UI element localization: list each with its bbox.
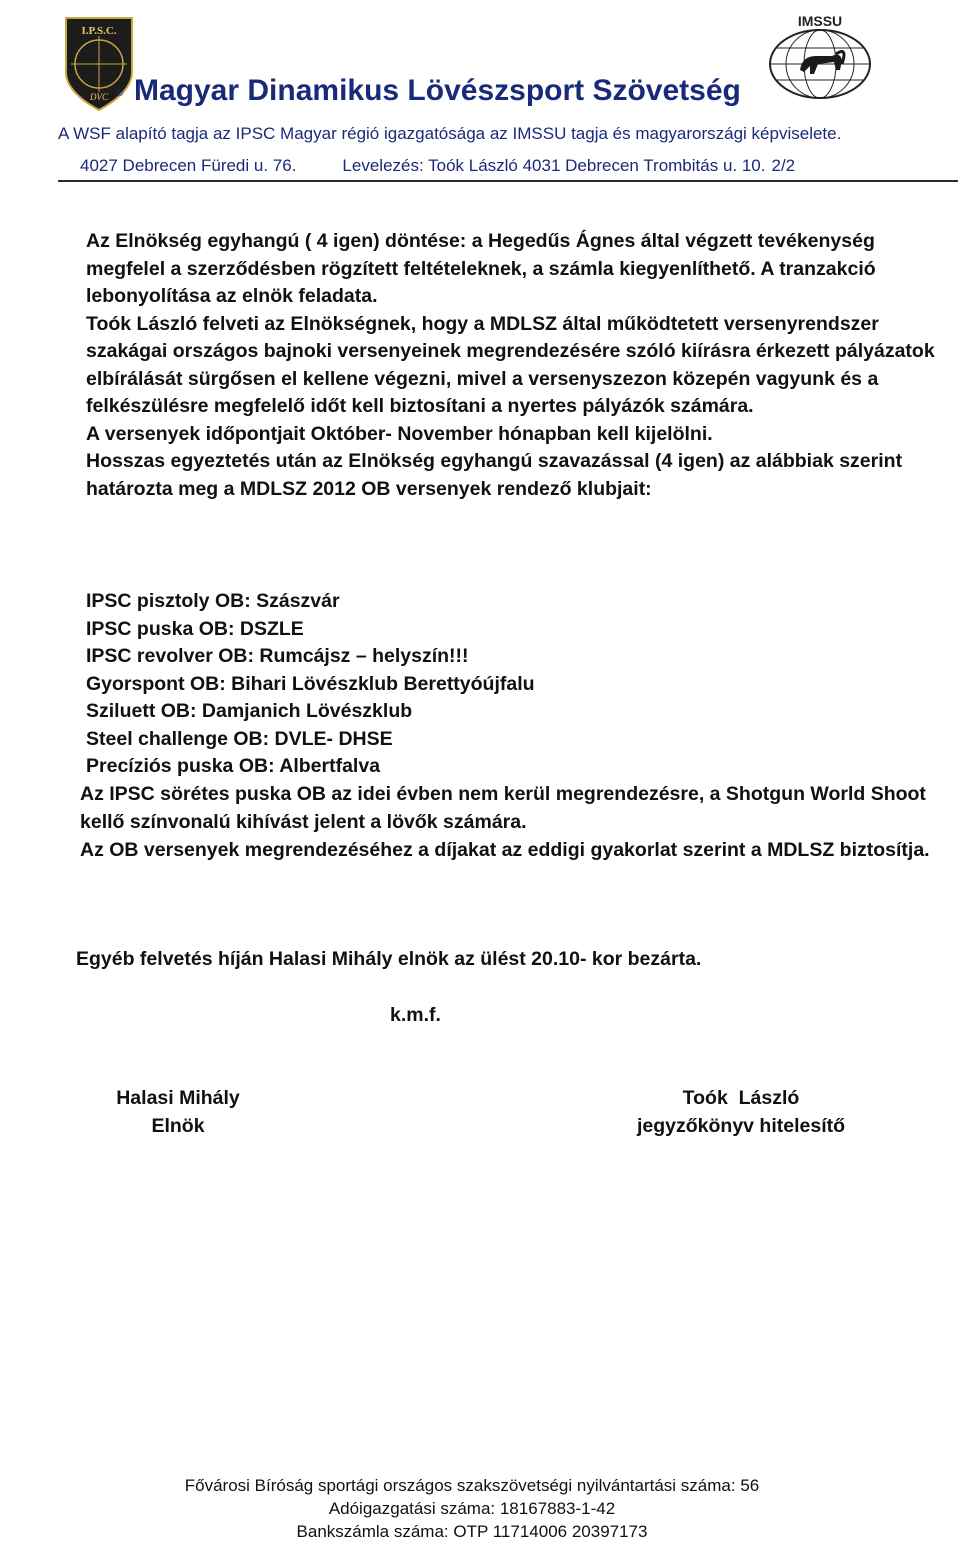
paragraph: A versenyek időpontjait Október- November hónapban kell kijelölni. — [86, 422, 713, 445]
list-item: IPSC puska OB: DSZLE — [86, 617, 304, 640]
paragraph: Az OB versenyek megrendezéséhez a díjakat az eddigi gyakorlat szerint a MDLSZ biztosítja. — [80, 838, 930, 861]
page-footer — [0, 1474, 944, 1543]
org-description: A WSF alapító tagja az IPSC Magyar régió igazgatósága az IMSSU tagja és magyarországi képviselete. — [58, 124, 842, 143]
signatory-role: jegyzőkönyv hitelesítő — [636, 1115, 846, 1137]
minutes-tail — [80, 781, 940, 864]
ipsc-logo — [60, 14, 138, 114]
bank-account: Bankszámla száma: OTP 11714006 20397173 — [296, 1522, 648, 1541]
dvc-logo-text: DVC — [90, 92, 108, 102]
minutes-body — [86, 228, 936, 503]
imssu-logo-text: IMSSU — [797, 13, 843, 29]
closing-statement: Egyéb felvetés híján Halasi Mihály elnök az ülést 20.10- kor bezárta. — [76, 948, 702, 970]
paragraph: Az IPSC sörétes puska OB az idei évben nem kerül megrendezésre, a Shotgun World Shoot kellő színvonalú kihívást jelent a lövők számára. — [80, 783, 926, 833]
paragraph: Toók László felveti az Elnökségnek, hogy a MDLSZ által működtetett versenyrendszer szakágai országos bajnoki versenyeinek megrendezésére szóló kiírásra érkezett pályázatok elbírálását sürgősen el kellene végezni, mivel a versenyszezon közepén vagyunk és a felkészülésre megfelelő időt kell biztosítani a nyertes pályázók számára. — [86, 312, 935, 417]
page-number: 2/2 — [771, 156, 796, 175]
list-item: Gyorspont OB: Bihari Lövészklub Berettyóújfalu — [86, 672, 535, 695]
list-item: IPSC pisztoly OB: Szászvár — [86, 590, 340, 612]
ipsc-logo-text: I.P.S.C. — [81, 25, 117, 37]
registered-mark: ® — [116, 88, 124, 99]
paragraph: Az Elnökség egyhangú ( 4 igen) döntése: a Hegedűs Ágnes által végzett tevékenység megfelel a szerződésben rögzített feltételeknek, a számla kiegyenlíthető. A tranzakció lebonyolítása az elnök feladata. — [86, 230, 876, 307]
signature-authenticator — [610, 1084, 872, 1140]
list-item: Precíziós puska OB: Albertfalva — [86, 755, 381, 777]
org-name-text: Magyar Dinamikus Lövészsport Szövetség — [134, 74, 741, 107]
header-divider — [58, 180, 958, 182]
imssu-logo — [762, 12, 880, 102]
org-address-line — [80, 156, 795, 176]
signatory-name: Toók László — [682, 1087, 800, 1109]
signatory-role: Elnök — [151, 1115, 205, 1137]
championship-organizers-list — [86, 588, 946, 781]
signatory-name: Halasi Mihály — [116, 1087, 240, 1109]
list-item: IPSC revolver OB: Rumcájsz – helyszín!!! — [86, 645, 469, 667]
list-item: Sziluett OB: Damjanich Lövészklub — [86, 700, 413, 722]
list-item: Steel challenge OB: DVLE- DHSE — [86, 727, 393, 750]
org-address: 4027 Debrecen Füredi u. 76. — [80, 156, 297, 175]
paragraph: Hosszas egyeztetés után az Elnökség egyhangú szavazással (4 igen) az alábbiak szerint határozta meg a MDLSZ 2012 OB versenyek rendező klubjait: — [86, 450, 903, 500]
correspondence-address: Levelezés: Toók László 4031 Debrecen Trombitás u. 10. — [342, 156, 766, 175]
tax-number: Adóigazgatási száma: 18167883-1-42 — [328, 1499, 616, 1518]
kmf-mark: k.m.f. — [390, 1004, 441, 1026]
org-name — [134, 74, 741, 108]
signature-president — [100, 1084, 256, 1140]
registry-number: Fővárosi Bíróság sportági országos szakszövetségi nyilvántartási száma: 56 — [184, 1476, 760, 1495]
